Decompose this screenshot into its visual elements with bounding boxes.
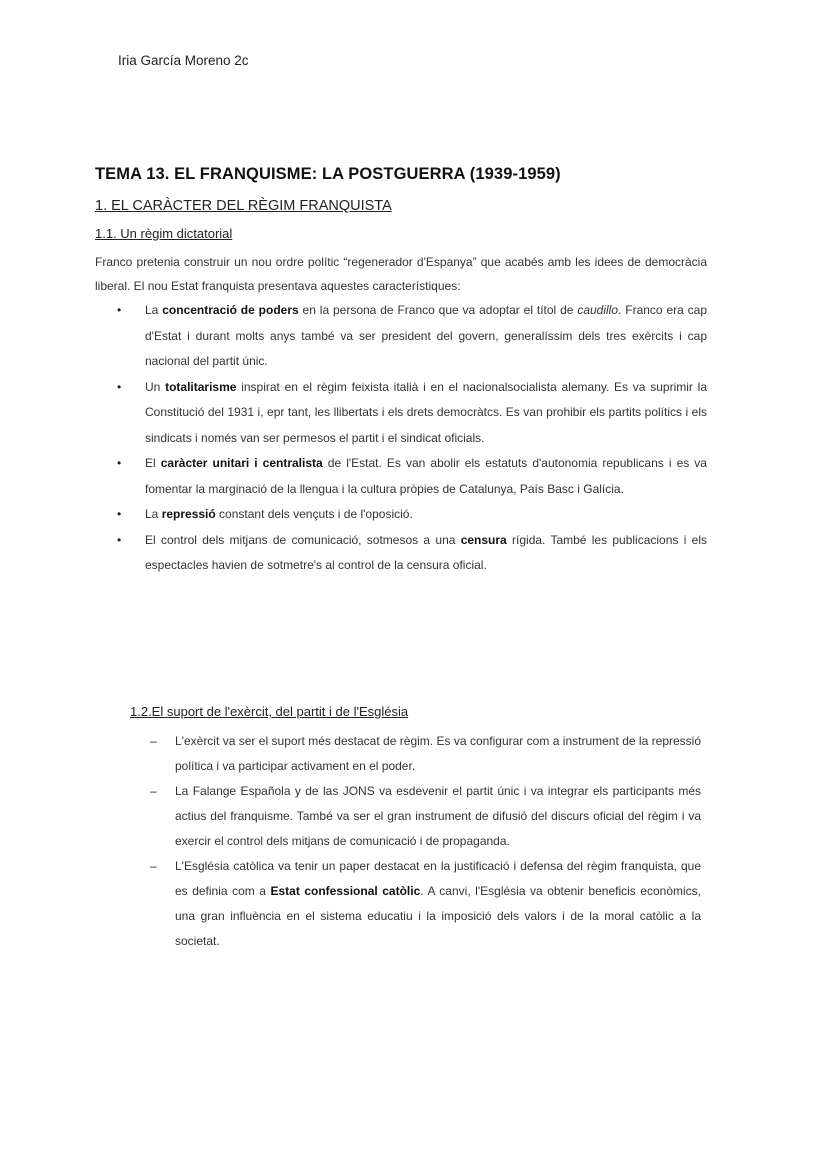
list-item bbox=[95, 298, 707, 375]
text: . A canvi, l'Església va obtenir beneficis econòmics, una gran influència en el sistema educatiu i la imposició dels valors i de la moral catòlic a la societat. bbox=[175, 884, 702, 948]
text: El bbox=[145, 456, 161, 470]
subsection-heading-dictatorial: 1.1. Un règim dictatorial bbox=[95, 226, 233, 241]
text: L'exèrcit va ser el suport més destacat de règim. Es va configurar com a instrument de la repressió política i va participar activament en el poder. bbox=[175, 734, 701, 773]
author-name: Iria García Moreno 2c bbox=[118, 53, 249, 68]
list-item bbox=[130, 854, 701, 954]
support-list bbox=[130, 729, 701, 954]
dash-marker: – bbox=[150, 784, 157, 798]
text: . Franco era cap d'Estat i durant molts anys també va ser president del govern, generalíssim dels tres exèrcits i cap nacional del partit únic. bbox=[145, 303, 708, 368]
bullet-marker: • bbox=[117, 532, 122, 547]
text: La Falange Española y de las JONS va esdevenir el partit únic i va integrar els participants més actius del franquisme. També va ser el gran instrument de difusió del discurs oficial del règim i va exercir el control dels mitjans de comunicació i de propaganda. bbox=[175, 784, 701, 848]
subsection-heading-support: 1.2.El suport de l'exèrcit, del partit i de l'Església bbox=[130, 704, 409, 719]
section-heading: 1. EL CARÀCTER DEL RÈGIM FRANQUISTA bbox=[95, 198, 392, 214]
document-title: TEMA 13. EL FRANQUISME: LA POSTGUERRA (1939-1959) bbox=[95, 165, 561, 183]
dash-marker: – bbox=[150, 734, 157, 748]
dash-marker: – bbox=[150, 859, 157, 873]
bold-text: caràcter unitari i centralista bbox=[160, 456, 323, 470]
text: de l'Estat. Es van abolir els estatuts d'autonomia republicans i es va fomentar la marginació de la llengua i la cultura pròpies de Catalunya, País Basc i Galícia. bbox=[145, 456, 707, 496]
text: constant dels vençuts i de l'oposició. bbox=[215, 507, 413, 521]
list-item bbox=[95, 502, 707, 528]
bold-text: totalitarisme bbox=[165, 379, 237, 394]
bold-text: Estat confessional catòlic bbox=[270, 884, 421, 898]
text: La bbox=[145, 507, 162, 521]
text: Un bbox=[145, 379, 166, 394]
bold-text: censura bbox=[460, 532, 507, 547]
text: La bbox=[145, 303, 163, 317]
bullet-marker: • bbox=[117, 303, 122, 317]
bold-text: concentració de poders bbox=[162, 303, 299, 317]
bullet-marker: • bbox=[117, 507, 122, 521]
intro-paragraph: Franco pretenia construir un nou ordre polític “regenerador d'Espanya” que acabés amb les idees de democràcia liberal. El nou Estat franquista presentava aquestes característiques: bbox=[95, 255, 707, 293]
bullet-marker: • bbox=[117, 379, 122, 394]
list-item bbox=[95, 375, 707, 452]
list-item bbox=[130, 779, 701, 854]
text: rígida. També les publicacions i els espectacles havien de sotmetre's al control de la censura oficial. bbox=[145, 532, 707, 572]
text: inspirat en el règim feixista italià i en el nacionalsocialista alemany. Es va suprimir la Constitució del 1931 i, epr tant, les llibertats i els drets democràtcs. Es van prohibir els partits polítics i els sindicats i només van ser permesos el partit i el sindicat oficials. bbox=[145, 379, 707, 445]
text: en la persona de Franco que va adoptar el títol de bbox=[298, 303, 578, 317]
bold-text: repressió bbox=[161, 507, 216, 521]
text: El control dels mitjans de comunicació, sotmesos a una bbox=[145, 532, 461, 547]
list-item bbox=[130, 729, 701, 779]
bullet-marker: • bbox=[117, 456, 122, 470]
text: L'Església catòlica va tenir un paper destacat en la justificació i defensa del règim franquista, que es definia com a bbox=[175, 859, 701, 898]
list-item bbox=[95, 451, 707, 502]
list-item bbox=[95, 528, 707, 579]
characteristics-list bbox=[95, 298, 707, 579]
italic-text: caudillo bbox=[577, 303, 619, 317]
